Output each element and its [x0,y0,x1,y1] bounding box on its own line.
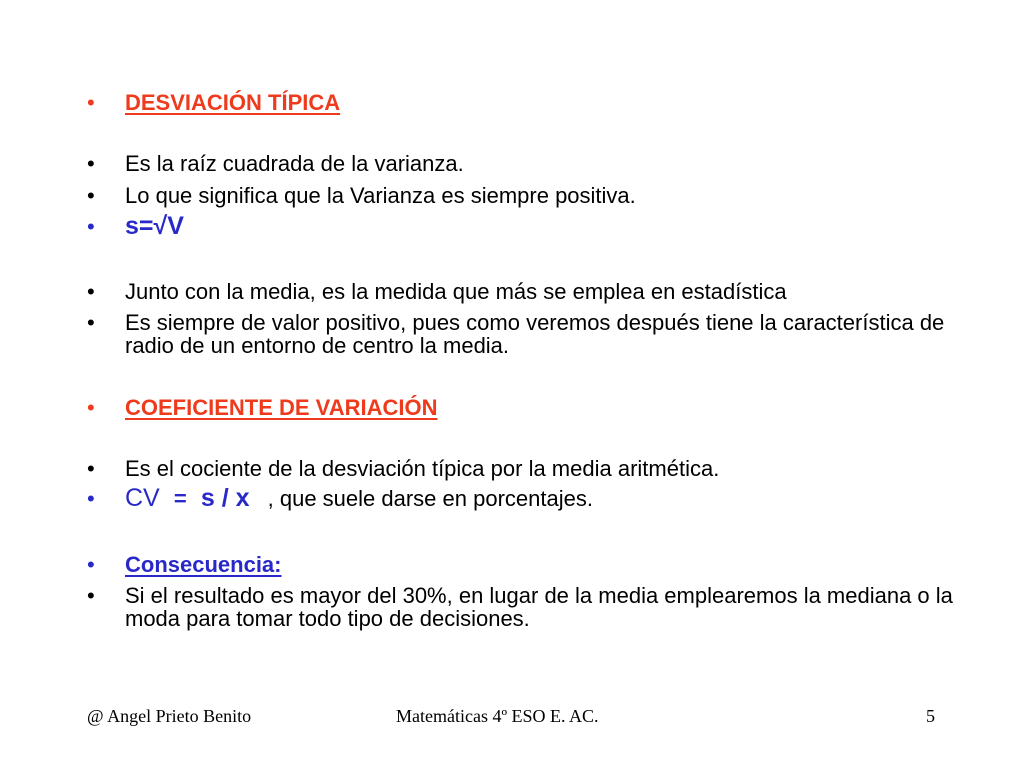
cv-fraction: s / x [200,484,250,512]
bullet-text: Es el cociente de la desviación típica por la media aritmética. [125,456,720,481]
bullet-text: Es la raíz cuadrada de la varianza. [125,151,464,176]
section-heading-consecuencia: Consecuencia: [125,552,282,577]
formula-standard-deviation: s=√V [125,212,184,240]
bullet-item-resultado-mayor [87,584,967,630]
footer-author: @ Angel Prieto Benito [87,706,252,726]
section-heading-coeficiente: COEFICIENTE DE VARIACIÓN [125,395,438,420]
bullet-item-junto-media [87,280,967,303]
bullet-item-formula-s [87,212,967,240]
bullet-marker: • [87,90,95,115]
bullet-marker: • [87,279,95,304]
bullet-marker: • [87,214,95,239]
bullet-marker: • [87,552,95,577]
cv-description: , que suele darse en porcentajes. [267,486,593,511]
bullet-marker: • [87,486,95,511]
bullet-item-cv-formula [87,484,967,512]
cv-label: CV [125,484,160,512]
bullet-item-coeficiente-heading [87,396,967,419]
bullet-marker: • [87,395,95,420]
bullet-marker: • [87,583,95,608]
bullet-item-siempre-positivo [87,311,967,357]
cv-equals: = [173,486,187,511]
cv-formula-line [125,484,967,512]
bullet-marker: • [87,151,95,176]
bullet-item-consecuencia-heading [87,553,967,576]
bullet-marker: • [87,183,95,208]
bullet-text: Junto con la media, es la medida que más se emplea en estadística [125,279,787,304]
section-heading-desviacion: DESVIACIÓN TÍPICA [125,90,341,115]
bullet-marker: • [87,456,95,481]
bullet-item-varianza-positiva [87,184,967,207]
bullet-item-desviacion-heading [87,91,967,114]
bullet-text: Es siempre de valor positivo, pues como veremos después tiene la característica de radio de un entorno de centro la media. [125,310,945,358]
footer-page-number: 5 [926,706,935,726]
bullet-text: Lo que significa que la Varianza es siempre positiva. [125,183,636,208]
footer-course: Matemáticas 4º ESO E. AC. [396,706,599,726]
bullet-text: Si el resultado es mayor del 30%, en lugar de la media emplearemos la mediana o la moda para tomar todo tipo de decisiones. [125,583,953,631]
bullet-marker: • [87,310,95,335]
bullet-item-cociente [87,457,967,480]
bullet-item-raiz-cuadrada [87,152,967,175]
